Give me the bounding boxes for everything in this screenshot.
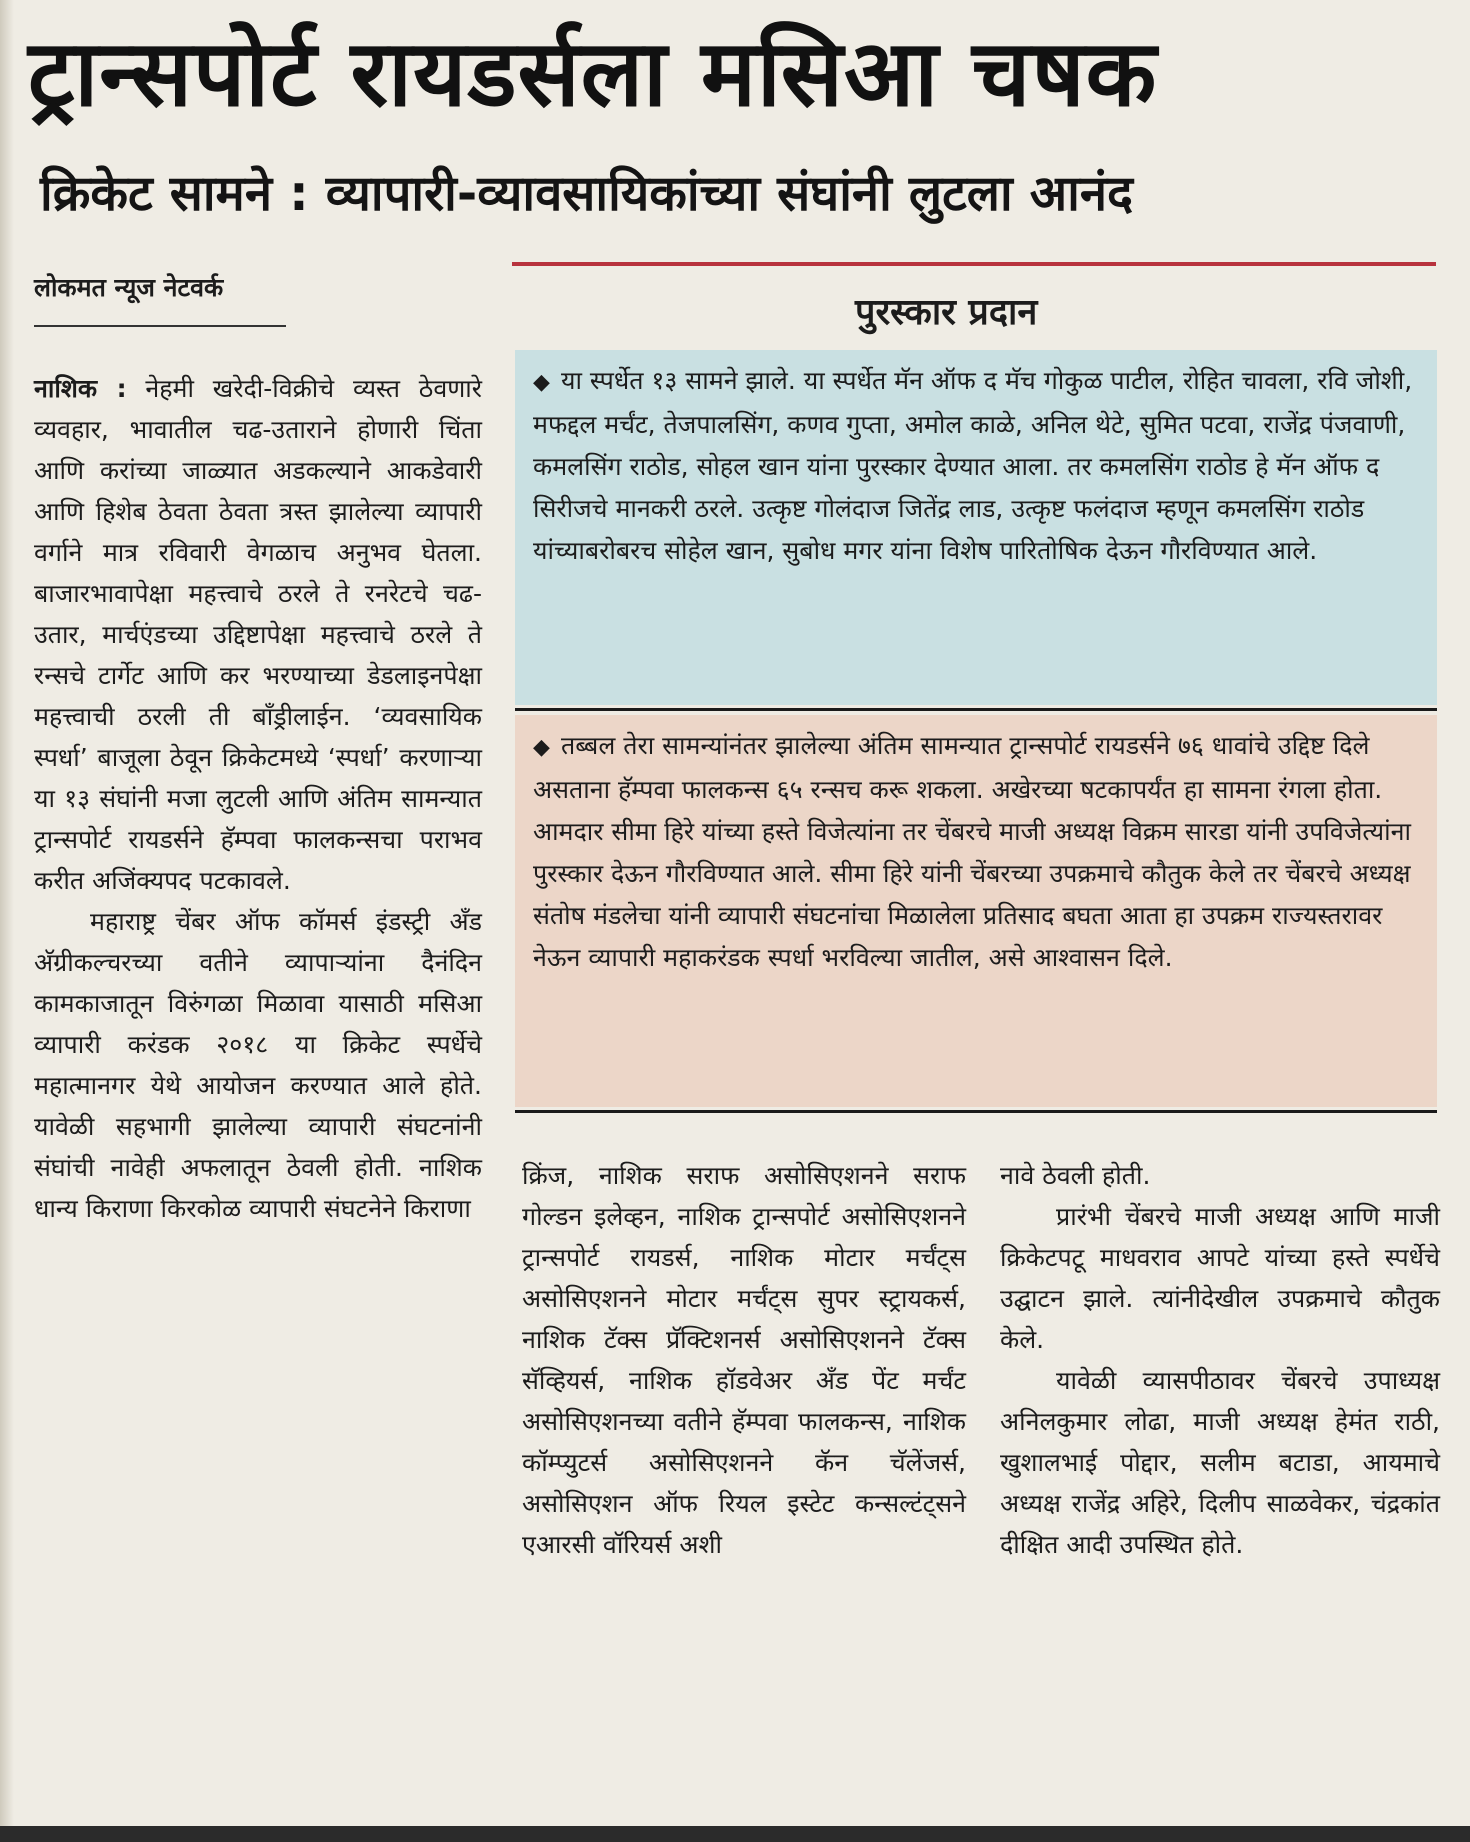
awards-box [515,350,1437,705]
box-divider [515,708,1437,711]
right-paragraph-1: नावे ठेवली होती. [1000,1161,1151,1190]
left-paragraph-1-text: नेहमी खरेदी-विक्रीचे व्यस्त ठेवणारे व्यवहार, भावातील चढ-उताराने होणारी चिंता आणि करांच्या जाळ्यात अडकल्याने आकडेवारी आणि हिशेब ठेवता ठेवता त्रस्त झालेल्या व्यापारी वर्गाने मात्र रविवारी वेगळाच अनुभव घेतला. बाजारभावापेक्षा महत्त्वाचे ठरले ते रनरेटचे चढ-उतार, मार्चएंडच्या उद्दिष्टापेक्षा महत्त्वाचे ठरले ते रन्सचे टार्गेट आणि कर भरण्याच्या डेडलाइनपेक्षा महत्त्वाची ठरली ती बाँड्रीलाईन. ‘व्यवसायिक स्पर्धा’ बाजूला ठेवून क्रिकेटमध्ये ‘स्पर्धा’ करणाऱ्या या १३ संघांनी मजा लुटली आणि अंतिम सामन्यात ट्रान्सपोर्ट रायडर्सने हॅम्पवा फालकन्सचा पराभव करीत अजिंक्यपद पटकावले. [34,374,482,895]
byline: लोकमत न्यूज नेटवर्क [34,273,224,302]
byline-rule [34,325,286,327]
awards-text: या स्पर्धेत १३ सामने झाले. या स्पर्धेत मॅन ऑफ द मॅच गोकुळ पाटील, रोहित चावला, रवि जोशी, मफद्दल मर्चंट, तेजपालसिंग, कणव गुप्ता, अमोल काळे, अनिल थेटे, सुमित पटवा, राजेंद्र पंजवाणी, कमलसिंग राठोड, सोहल खान यांना पुरस्कार देण्यात आला. तर कमलसिंग राठोड हे मॅन ऑफ द सिरीजचे मानकरी ठरले. उत्कृष्ट गोलंदाज जितेंद्र लाड, उत्कृष्ट फलंदाज म्हणून कमलसिंग राठोड यांच्याबरोबरच सोहेल खान, सुबोध मगर यांना विशेष पारितोषिक देऊन गौरविण्यात आले. [533,366,1413,565]
dateline: नाशिक : [34,374,127,403]
section-title: पुरस्कार प्रदान [855,292,1038,333]
final-match-text: तब्बल तेरा सामन्यांनंतर झालेल्या अंतिम सामन्यात ट्रान्सपोर्ट रायडर्सने ७६ धावांचे उद्दिष्ट दिले असताना हॅम्पवा फालकन्स ६५ रन्सच करू शकला. अखेरच्या षटकापर्यंत हा सामना रंगला होता. आमदार सीमा हिरे यांच्या हस्ते विजेत्यांना तर चेंबरचे माजी अध्यक्ष विक्रम सारडा यांनी उपविजेत्यांना पुरस्कार देऊन गौरविण्यात आले. सीमा हिरे यांनी चेंबरच्या उपक्रमाचे कौतुक केले तर चेंबरचे अध्यक्ष संतोष मंडलेचा यांनी व्यापारी संघटनांचा मिळालेला प्रतिसाद बघता आता हा उपक्रम राज्यस्तरावर नेऊन व्यापारी महाकरंडक स्पर्धा भरविल्या जातील, असे आश्वासन दिले. [533,731,1411,972]
left-paragraph-2: महाराष्ट्र चेंबर ऑफ कॉमर्स इंडस्ट्री अँड अ‍ॅग्रीकल्चरच्या वतीने व्यापाऱ्यांना दैनंदिन कामकाजातून विरुंगळा मिळावा यासाठी मसिआ व्यापारी करंडक २०१८ या क्रिकेट स्पर्धेचे महात्मानगर येथे आयोजन करण्यात आले होते. यावेळी सहभागी झालेल्या व्यापारी संघटनांनी संघांची नावेही अफलातून ठेवली होती. नाशिक धान्य किराणा किरकोळ व्यापारी संघटनेने किराणा [34,907,482,1223]
right-paragraph-3: यावेळी व्यासपीठावर चेंबरचे उपाध्यक्ष अनिलकुमार लोढा, माजी अध्यक्ष हेमंत राठी, खुशालभाई पोद्दार, सलीम बटाडा, आयमाचे अध्यक्ष राजेंद्र अहिरे, दिलीप साळवेकर, चंद्रकांत दीक्षित आदी उपस्थित होते. [1000,1366,1440,1559]
diamond-bullet-icon: ◆ [533,735,550,760]
box-divider [515,1110,1437,1113]
headline: ट्रान्सपोर्ट रायडर्सला मसिआ चषक [28,20,1158,127]
right-column [1000,1155,1440,1565]
middle-column [522,1155,966,1565]
left-paragraph-1 [34,368,482,901]
subheadline: क्रिकेट सामने : व्यापारी-व्यावसायिकांच्या संघांनी लुटला आनंद [40,165,1134,222]
diamond-bullet-icon: ◆ [533,370,550,395]
middle-paragraph: क्रिंज, नाशिक सराफ असोसिएशनने सराफ गोल्डन इलेव्हन, नाशिक ट्रान्सपोर्ट असोसिएशनने ट्रान्सपोर्ट रायडर्स, नाशिक मोटार मर्चंट्स असोसिएशनने मोटार मर्चंट्स सुपर स्ट्रायकर्स, नाशिक टॅक्स प्रॅक्टिशनर्स असोसिएशनने टॅक्स सॅव्हियर्स, नाशिक हॉडवेअर अँड पेंट मर्चंट असोसिएशनच्या वतीने हॅम्पवा फालकन्स, नाशिक कॉम्प्युटर्स असोसिएशनने कॅन चॅलेंजर्स, असोसिएशन ऑफ रियल इस्टेट कन्सल्टंट्सने एआरसी वॉरियर्स अशी [522,1161,966,1559]
right-paragraph-2: प्रारंभी चेंबरचे माजी अध्यक्ष आणि माजी क्रिकेटपटू माधवराव आपटे यांच्या हस्ते स्पर्धेचे उद्घाटन झाले. त्यांनीदेखील उपक्रमाचे कौतुक केले. [1000,1202,1440,1354]
page-fold [0,1826,1470,1842]
final-match-box [515,715,1437,1107]
red-rule [512,262,1436,266]
page-edge-shadow [0,0,14,1842]
left-column [34,368,482,1229]
